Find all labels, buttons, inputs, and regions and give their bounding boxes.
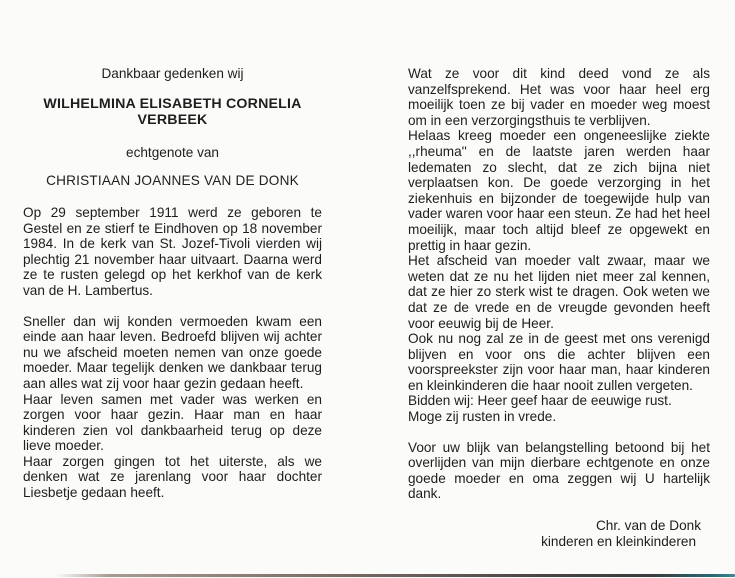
paragraph-birth-death: Op 29 september 1911 werd ze geboren te Gestel en ze stierf te Eindhoven op 18 november 1984. In de kerk van St. Jozef-Tivoli vierden wij plechtig 21 november haar uitvaart. Daarna werd ze te rusten gelegd op het kerkhof van de kerk van de H. Lambertus.: [23, 204, 322, 298]
prayer-line-peace: Moge zij rusten in vrede.: [408, 409, 557, 425]
left-page: [23, 66, 322, 578]
deceased-name: [23, 96, 322, 129]
intro-line: Dankbaar gedenken wij: [101, 66, 244, 81]
scan-edge-artifact: [55, 574, 735, 577]
paragraph-care-daughter: Haar zorgen gingen tot het uiterste, als we denken wat ze jarenlang voor haar dochter Liesbetje gedaan heeft.: [23, 453, 322, 501]
relation-line: echtgenote van: [126, 144, 219, 160]
acknowledgement: Voor uw blijk van belangstelling betoond bij het overlijden van mijn dierbare echtgenote en onze goede moeder en oma zeggen wij U hartelijk dank.: [408, 439, 710, 502]
deceased-name-line1: WILHELMINA ELISABETH CORNELIA: [43, 95, 302, 112]
signature-block: [408, 518, 710, 549]
paragraph-parting: Het afscheid van moeder valt zwaar, maar we weten dat ze nu het lijden niet meer zal kennen, dat ze hier zo sterk wist te dragen. Ook weten we dat ze de vrede en de vreugde gevonden heeft voor eeuwig bij de Heer.: [408, 253, 710, 331]
paragraph-farewell: Sneller dan wij konden vermoeden kwam een einde aan haar leven. Bedroefd blijven wij achter nu we afscheid moeten nemen van onze goede moeder. Maar tegelijk denken we dankbaar terug aan alles wat zij voor haar gezin gedaan heeft.: [23, 313, 322, 391]
paragraph-remembrance: Ook nu nog zal ze in de geest met ons verenigd blijven en voor ons die achter blijven een voorspreekster zijn voor haar man, haar kinderen en kleinkinderen die haar nooit zullen vergeten.: [408, 331, 710, 393]
prayer-line-rest: Bidden wij: Heer geef haar de eeuwige rust.: [408, 393, 672, 409]
right-page: [408, 66, 710, 578]
paragraph-life-with-father: Haar leven samen met vader was werken en zorgen voor haar gezin. Haar man en haar kinderen zien vol dankbaarheid terug op deze lieve moeder.: [23, 391, 322, 454]
paragraph-illness: Helaas kreeg moeder een ongeneeslijke ziekte ,,rheuma'' en de laatste jaren werden haar ledematen zo slecht, dat ze zich bijna niet verplaatsen kon. De goede verzorging in het ziekenhuis en bijzonder de toegewijde hulp van vader waren voor haar een steun. Ze had het heel moeilijk, maar toch altijd bleef ze opgewekt en prettig in haar gezin.: [408, 128, 710, 253]
signature-subtext: kinderen en kleinkinderen: [541, 533, 696, 549]
memorial-header: [23, 66, 322, 189]
spouse-name: CHRISTIAAN JOANNES VAN DE DONK: [46, 173, 299, 189]
deceased-name-line2: VERBEEK: [137, 112, 208, 129]
signature-name: Chr. van de Donk: [595, 518, 701, 534]
paragraph-child-care: Wat ze voor dit kind deed vond ze als vanzelfsprekend. Het was voor haar heel erg moeilijk toen ze bij vader en moeder weg moest om in een verzorgingsthuis te verblijven.: [408, 66, 710, 128]
